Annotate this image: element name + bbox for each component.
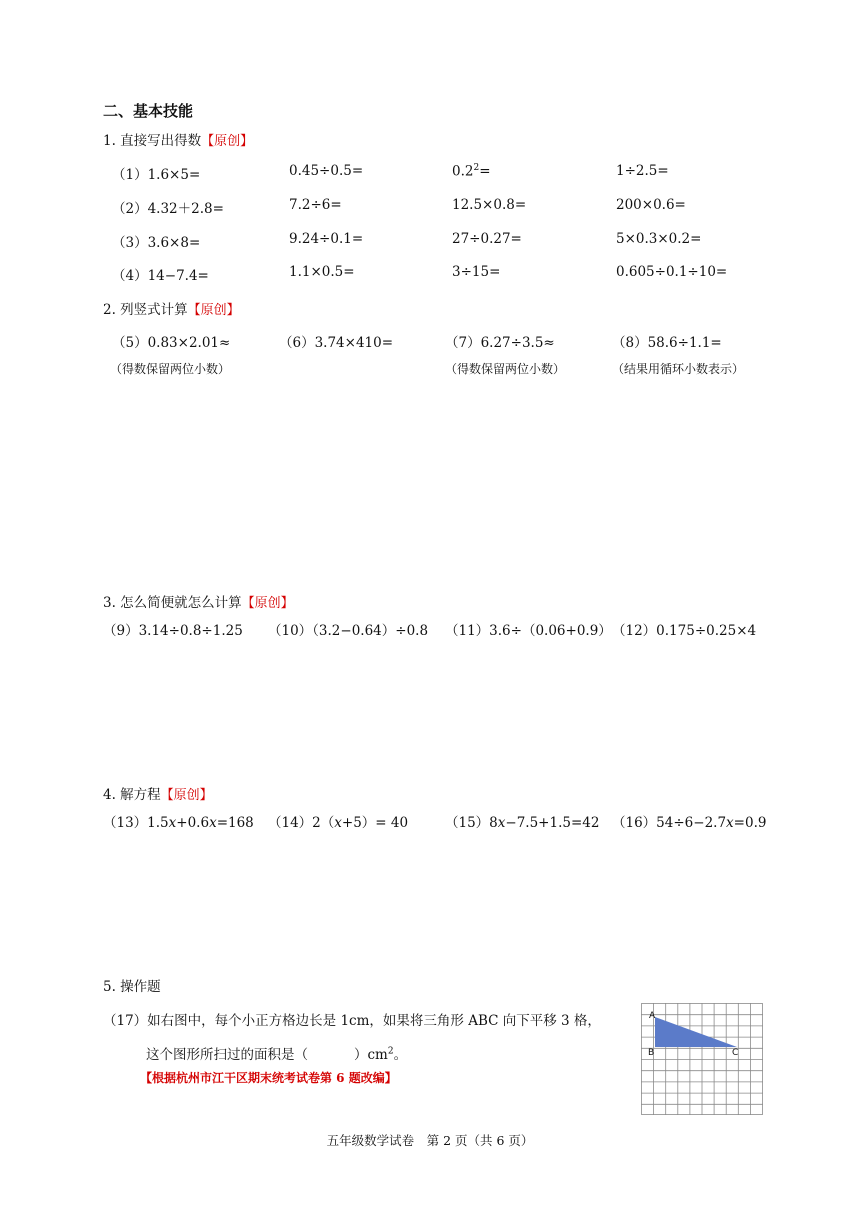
p1-r2-c1: 9.24÷0.1= xyxy=(289,231,364,247)
p1-r0-c2: $0.2^2=$ xyxy=(452,163,491,180)
p3-item-9: （9）3.14÷0.8÷1.25 xyxy=(103,623,243,639)
p3-item-10: （10）（3.2−0.64）÷0.8 xyxy=(268,623,429,639)
original-tag: 【原创】 xyxy=(160,788,213,803)
p1-r2-c2: 27÷0.27= xyxy=(452,231,522,247)
q17-line2: 这个图形所扫过的面积是（ ）$cm^2$。 xyxy=(146,1046,408,1063)
q17-line1: （17）如右图中，每个小正方格边长是 1cm，如果将三角形 ABC 向下平移 3 格， xyxy=(103,1013,601,1029)
p2-item-6: （6）3.74×410= xyxy=(279,335,394,351)
p3-item-11: （11）3.6÷（0.06+0.9） xyxy=(445,623,612,639)
page-footer: 五年级数学试卷 第 2 页（共 6 页） xyxy=(326,1133,534,1148)
triangle-abc xyxy=(655,1017,737,1047)
part1-heading xyxy=(103,129,253,149)
original-tag: 【原创】 xyxy=(201,134,254,149)
part3-title: 3. 怎么简便就怎么计算 xyxy=(103,595,242,611)
p2-note-5: （得数保留两位小数） xyxy=(110,362,231,376)
p1-r2-c0: （3）3.6×8= xyxy=(112,235,201,251)
p1-r1-c3: 200×0.6= xyxy=(616,197,686,213)
part2-heading xyxy=(103,298,240,318)
p1-r1-c1: 7.2÷6= xyxy=(289,197,342,213)
p1-r3-c2: 3÷15= xyxy=(452,264,501,280)
original-tag: 【原创】 xyxy=(187,303,240,318)
p1-r3-c1: 1.1×0.5= xyxy=(289,264,355,280)
part3-heading xyxy=(103,591,294,611)
p4-eq-16: （16）54÷6−2.7x=0.9 xyxy=(612,815,767,831)
p2-note-7: （得数保留两位小数） xyxy=(445,362,566,376)
part1-title: 1. 直接写出得数 xyxy=(103,133,202,149)
p1-r1-c2: 12.5×0.8= xyxy=(452,197,527,213)
part2-title: 2. 列竖式计算 xyxy=(103,302,188,318)
section-title: 二、基本技能 xyxy=(103,102,194,120)
part5-title: 5. 操作题 xyxy=(103,979,161,995)
p2-item-8: （8）58.6÷1.1= xyxy=(612,335,722,351)
p4-eq-14: （14）2（x+5）= 40 xyxy=(268,815,409,831)
p1-r0-c1: 0.45÷0.5= xyxy=(289,163,364,179)
p4-eq-13: （13）1.5x+0.6x=168 xyxy=(103,815,254,831)
label-b: B xyxy=(648,1048,655,1058)
label-c: C xyxy=(732,1048,739,1058)
p1-r3-c3: 0.605÷0.1÷10= xyxy=(616,264,728,280)
part4-heading xyxy=(103,783,213,803)
part4-title: 4. 解方程 xyxy=(103,787,161,803)
p1-r3-c0: （4）14−7.4= xyxy=(112,268,209,284)
p3-item-12: （12）0.175÷0.25×4 xyxy=(612,623,757,639)
p2-item-5: （5）0.83×2.01≈ xyxy=(112,335,231,351)
p1-r2-c3: 5×0.3×0.2= xyxy=(616,231,702,247)
p1-r0-c3: 1÷2.5= xyxy=(616,163,669,179)
q17-source: 【根据杭州市江干区期末统考试卷第 6 题改编】 xyxy=(140,1071,397,1085)
p2-item-7: （7）6.27÷3.5≈ xyxy=(445,335,555,351)
p1-r0-c0: （1）1.6×5= xyxy=(112,167,201,183)
grid-figure xyxy=(641,1003,764,1116)
label-a: A xyxy=(649,1011,656,1021)
p1-r1-c0: （2）4.32＋2.8= xyxy=(112,201,224,217)
original-tag: 【原创】 xyxy=(241,596,294,611)
p2-note-8: （结果用循环小数表示） xyxy=(612,362,745,376)
p4-eq-15: （15）8x−7.5+1.5=42 xyxy=(445,815,600,831)
